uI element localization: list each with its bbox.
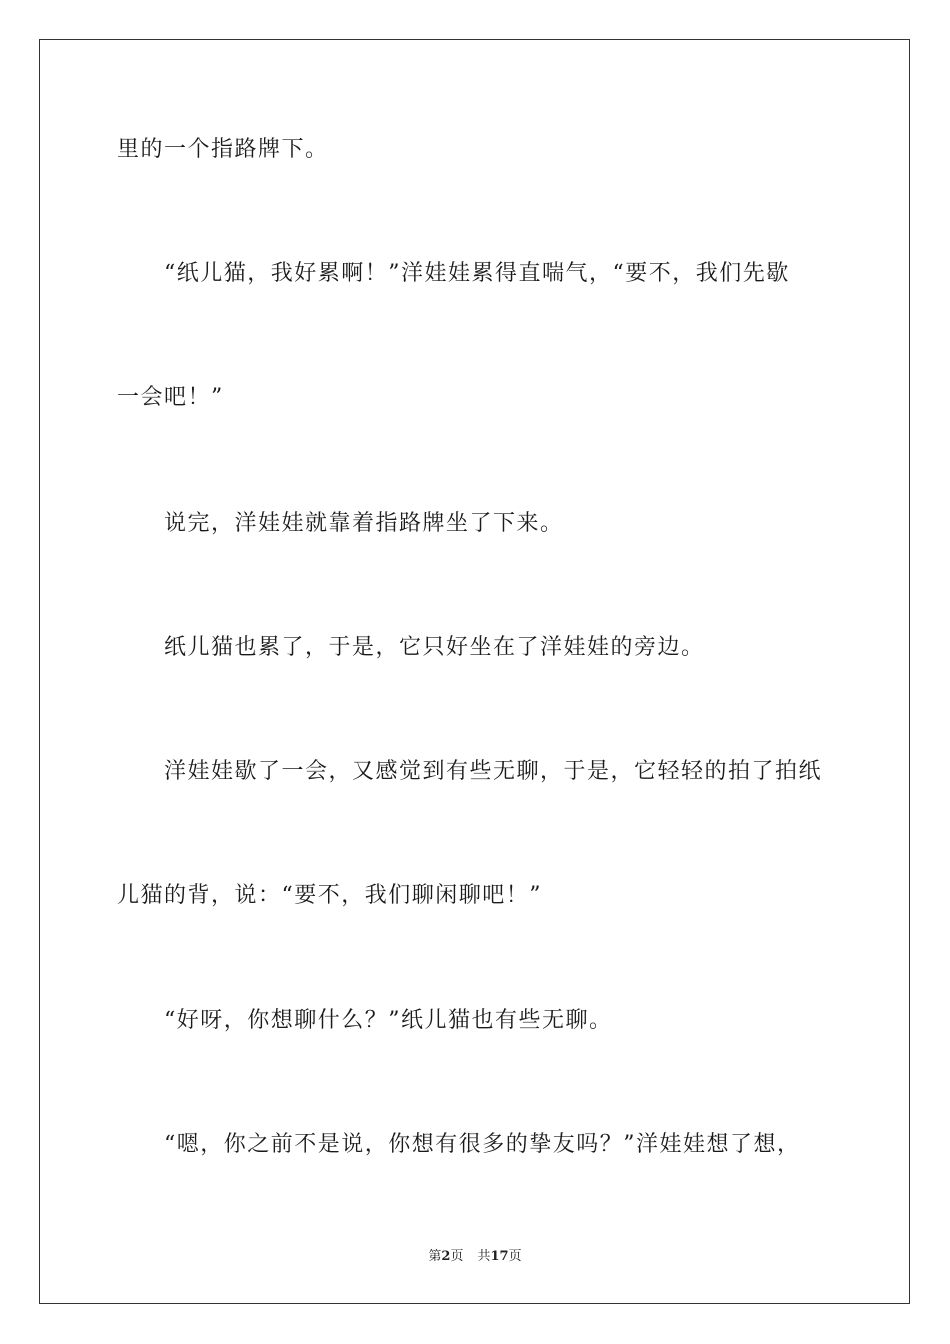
text-line-2: “纸儿猫，我好累啊！”洋娃娃累得直喘气，“要不，我们先歇 [117, 261, 790, 286]
text-line-4: 说完，洋娃娃就靠着指路牌坐了下来。 [117, 511, 564, 536]
text-line-3: 一会吧！” [117, 385, 224, 410]
text-line-7: 儿猫的背，说：“要不，我们聊闲聊吧！” [117, 883, 542, 908]
page-border [39, 39, 910, 1304]
text-line-1: 里的一个指路牌下。 [117, 137, 329, 162]
page-footer [0, 1248, 950, 1266]
footer-total-prefix: 共 [477, 1249, 491, 1264]
footer-page-number: 2 [441, 1249, 451, 1264]
text-line-9: “嗯，你之前不是说，你想有很多的挚友吗？”洋娃娃想了想， [117, 1132, 801, 1157]
footer-total-pages: 17 [490, 1249, 509, 1264]
footer-page-suffix: 页 [450, 1249, 464, 1264]
text-line-8: “好呀，你想聊什么？”纸儿猫也有些无聊。 [117, 1008, 613, 1033]
text-line-6: 洋娃娃歇了一会，又感觉到有些无聊，于是，它轻轻的拍了拍纸 [117, 759, 823, 784]
text-line-5: 纸儿猫也累了，于是，它只好坐在了洋娃娃的旁边。 [117, 635, 705, 660]
footer-total-suffix: 页 [508, 1249, 522, 1264]
footer-page-prefix: 第 [428, 1249, 442, 1264]
